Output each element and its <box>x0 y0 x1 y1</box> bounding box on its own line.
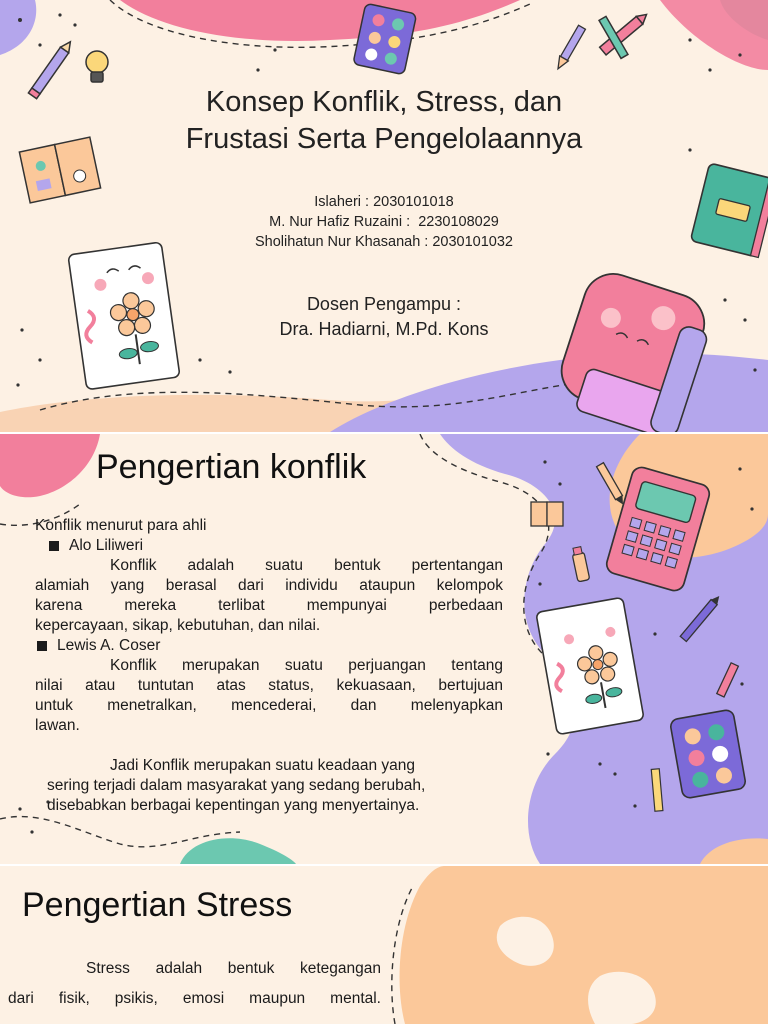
lavender-blob <box>0 0 36 55</box>
intro-text: Konflik menurut para ahli <box>35 517 207 534</box>
paragraph-line: dari fisik, psikis, emosi maupun mental. <box>8 990 381 1007</box>
conclusion-line: disebabkan berbagai kepentingan yang menyertainya. <box>47 797 420 814</box>
peach-blob <box>400 866 768 1024</box>
expert-name: Alo Liliweri <box>69 537 144 554</box>
dashed-line <box>0 817 240 847</box>
title-line-2: Frustasi Serta Pengelolaannya <box>185 123 583 155</box>
pink-blob <box>120 0 520 41</box>
lavender-wave <box>330 353 768 432</box>
author-list <box>0 192 768 252</box>
konflik-body <box>35 516 503 816</box>
paragraph-line: Konflik adalah suatu bentuk pertentangan <box>110 557 503 574</box>
lightbulb-icon <box>86 51 108 82</box>
paragraph-line: karena mereka terlibat mempunyai perbedaan <box>35 597 503 614</box>
paragraph-line: lawan. <box>35 717 80 734</box>
lecturer-label: Dosen Pengampu : <box>306 294 462 314</box>
expert-item <box>35 536 503 556</box>
book-icon <box>531 502 563 526</box>
paragraph-line: kepercayaan, sikap, kebutuhan, dan nilai. <box>35 617 321 634</box>
conclusion-line: Jadi Konflik merupakan suatu keadaan yang <box>110 757 416 774</box>
lecturer-block <box>0 292 768 342</box>
slide-stress <box>0 866 768 1024</box>
bullet-icon <box>37 641 47 651</box>
slide-title <box>0 0 768 432</box>
presentation-title <box>0 84 768 158</box>
pink-blob <box>0 434 100 497</box>
expert-name: Lewis A. Coser <box>57 637 161 654</box>
paragraph-line: Stress adalah bentuk ketegangan <box>86 960 381 977</box>
author-item: M. Nur Hafiz Ruzaini : 2230108029 <box>269 214 499 230</box>
paragraph-line: alamiah yang berasal dari individu ataupun kelompok <box>35 577 503 594</box>
pink-corner-blob <box>660 0 768 70</box>
author-item: Sholihatun Nur Khasanah : 2030101032 <box>255 234 513 250</box>
brush-icon <box>554 25 587 72</box>
lecturer-name: Dra. Hadiarni, M.Pd. Kons <box>279 319 489 339</box>
paragraph-line: Konflik merupakan suatu perjuangan tentang <box>110 657 503 674</box>
paragraph-line: nilai atau tuntutan atas status, kekuasaan, bertujuan <box>35 677 503 694</box>
paragraph-line: untuk menetralkan, mencederai, dan melenyapkan <box>35 697 503 714</box>
section-title: Pengertian konflik <box>96 448 367 486</box>
slide-konflik <box>0 434 768 864</box>
title-line-1: Konsep Konflik, Stress, dan <box>205 86 563 118</box>
bullet-icon <box>49 541 59 551</box>
paint-palette-icon <box>670 709 747 799</box>
conclusion-line: sering terjadi dalam masyarakat yang sedang berubah, <box>47 777 426 794</box>
stress-body <box>8 954 381 1014</box>
author-item: Islaheri : 2030101018 <box>314 194 454 210</box>
section-title: Pengertian Stress <box>22 886 293 924</box>
teal-blob <box>180 838 296 864</box>
expert-item <box>35 636 503 656</box>
